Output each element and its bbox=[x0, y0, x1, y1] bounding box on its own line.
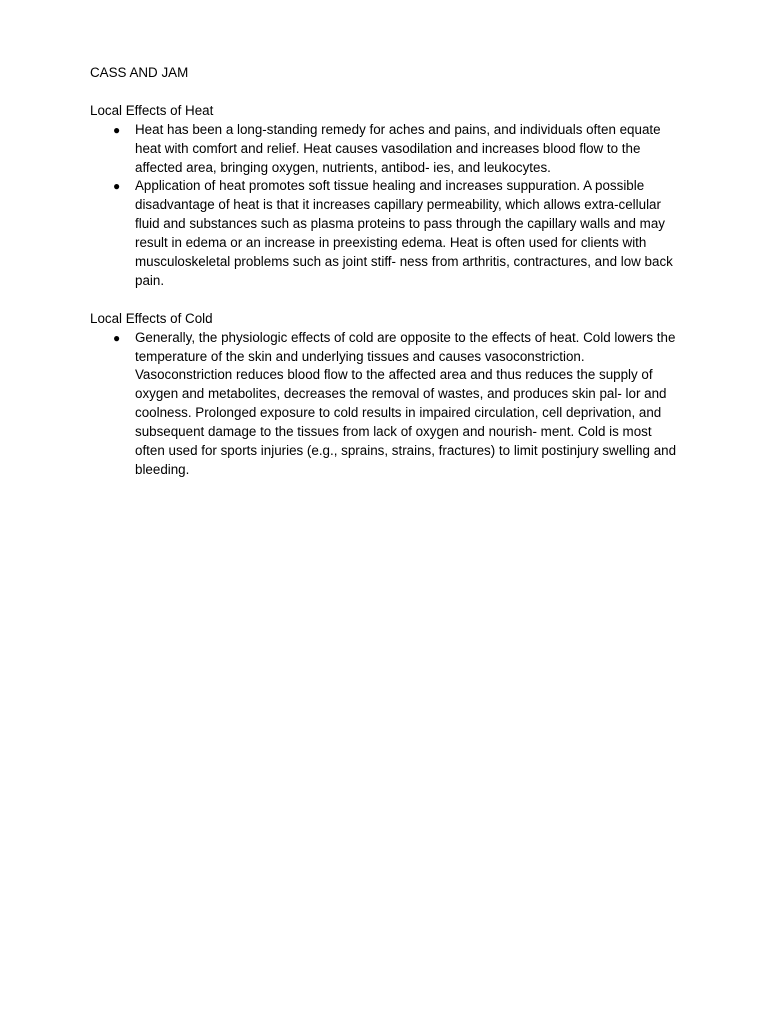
bullet-icon: ● bbox=[113, 179, 121, 194]
document-page bbox=[90, 64, 690, 480]
list-item-text: Application of heat promotes soft tissue healing and increases suppuration. A possible disadvantage of heat is that it increases capillary permeability, which allows extra-cellular fluid and substances such as plasma proteins to pass through the capillary walls and may result in edema or an increase in preexisting edema. Heat is often used for clients with musculoskeletal problems such as joint stiff- ness from arthritis, contractures, and low back pain. bbox=[135, 178, 673, 288]
list-item-text: Heat has been a long-standing remedy for aches and pains, and individuals often equate heat with comfort and relief. Heat causes vasodilation and increases blood flow to the affected area, bringing oxygen, nutrients, antibod- ies, and leukocytes. bbox=[135, 121, 661, 175]
section-cold bbox=[90, 310, 690, 480]
bullet-list-heat bbox=[90, 121, 690, 291]
bullet-icon: ● bbox=[113, 122, 121, 137]
section-heading-cold: Local Effects of Cold bbox=[90, 310, 213, 326]
document-title: CASS AND JAM bbox=[90, 65, 189, 80]
section-heat bbox=[90, 102, 690, 291]
list-item bbox=[90, 329, 690, 480]
bullet-list-cold bbox=[90, 329, 690, 480]
section-heading-heat: Local Effects of Heat bbox=[90, 102, 214, 118]
list-item bbox=[90, 177, 690, 290]
bullet-icon: ● bbox=[113, 330, 121, 345]
list-item-text: Generally, the physiologic effects of cold are opposite to the effects of heat. Cold lowers the temperature of the skin and underlying tissues and causes vasoconstriction. Vasoconstriction reduces blood flow to the affected area and thus reduces the supply of oxygen and metabolites, decreases the removal of wastes, and produces skin pal- lor and coolness. Prolonged exposure to cold results in impaired circulation, cell deprivation, and subsequent damage to the tissues from lack of oxygen and nourish- ment. Cold is most often used for sports injuries (e.g., sprains, strains, fractures) to limit postinjury swelling and bleeding. bbox=[135, 329, 677, 477]
list-item bbox=[90, 121, 690, 178]
